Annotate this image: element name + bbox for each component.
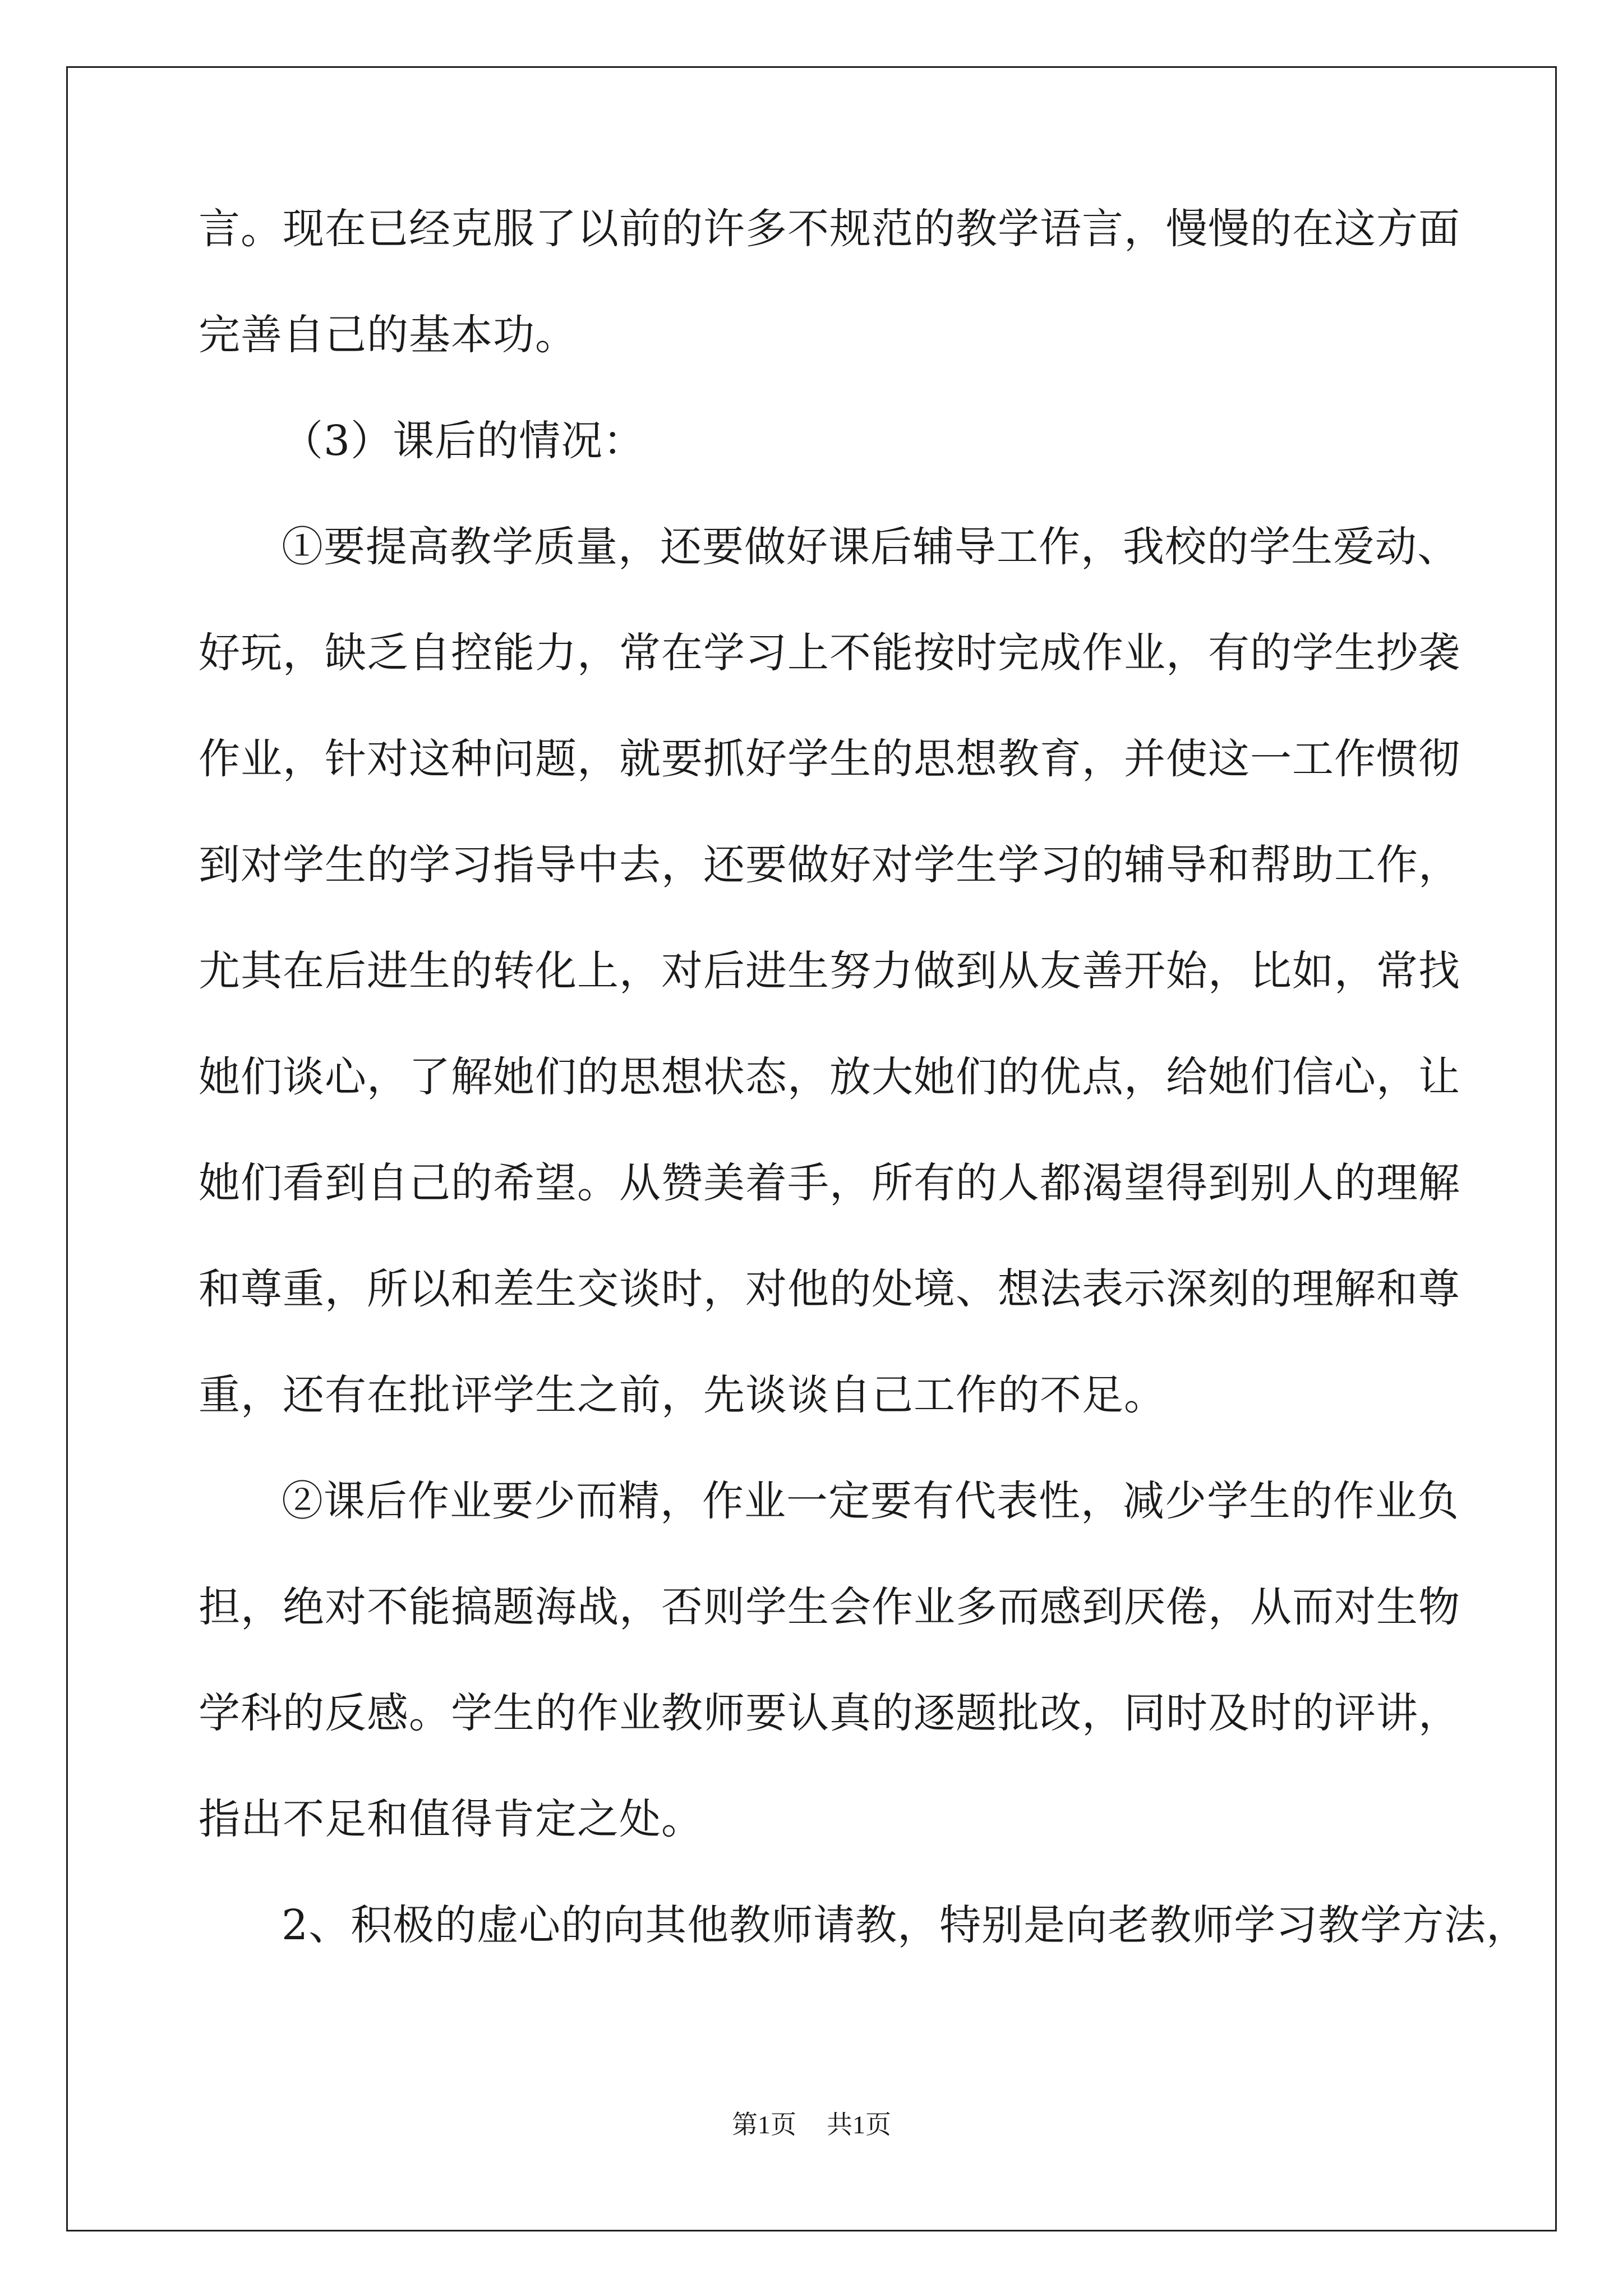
- text-line: ②课后作业要少而精，作业一定要有代表性，减少学生的作业负: [282, 1477, 1459, 1525]
- text-line: 担，绝对不能搞题海战，否则学生会作业多而感到厌倦，从而对生物: [199, 1583, 1460, 1631]
- text-line: 和尊重，所以和差生交谈时，对他的处境、想法表示深刻的理解和尊: [199, 1265, 1460, 1313]
- section-heading: （3）课后的情况：: [282, 417, 645, 465]
- page-number: 第1页: [732, 2110, 796, 2139]
- text-line: 学科的反感。学生的作业教师要认真的逐题批改，同时及时的评讲，: [199, 1689, 1460, 1737]
- text-line: 重，还有在批评学生之前，先谈谈自己工作的不足。: [199, 1371, 1166, 1419]
- text-line: 指出不足和值得肯定之处。: [199, 1795, 703, 1843]
- text-line: 2、积极的虚心的向其他教师请教，特别是向老教师学习教学方法，: [282, 1901, 1529, 1949]
- text-line: 好玩，缺乏自控能力，常在学习上不能按时完成作业，有的学生抄袭: [199, 629, 1460, 677]
- text-line: 完善自己的基本功。: [199, 311, 577, 359]
- text-line: 她们看到自己的希望。从赞美着手，所有的人都渴望得到别人的理解: [199, 1159, 1460, 1207]
- page-total: 共1页: [827, 2110, 891, 2139]
- text-line: 作业，针对这种问题，就要抓好学生的思想教育，并使这一工作惯彻: [199, 735, 1460, 783]
- page-footer: [0, 2108, 1623, 2142]
- text-line: ①要提高教学质量，还要做好课后辅导工作，我校的学生爱动、: [282, 523, 1459, 571]
- text-line: 她们谈心，了解她们的思想状态，放大她们的优点，给她们信心，让: [199, 1053, 1460, 1101]
- text-line: 尤其在后进生的转化上，对后进生努力做到从友善开始，比如，常找: [199, 947, 1460, 995]
- text-line: 到对学生的学习指导中去，还要做好对学生学习的辅导和帮助工作，: [199, 841, 1460, 889]
- text-line: 言。现在已经克服了以前的许多不规范的教学语言，慢慢的在这方面: [199, 205, 1460, 253]
